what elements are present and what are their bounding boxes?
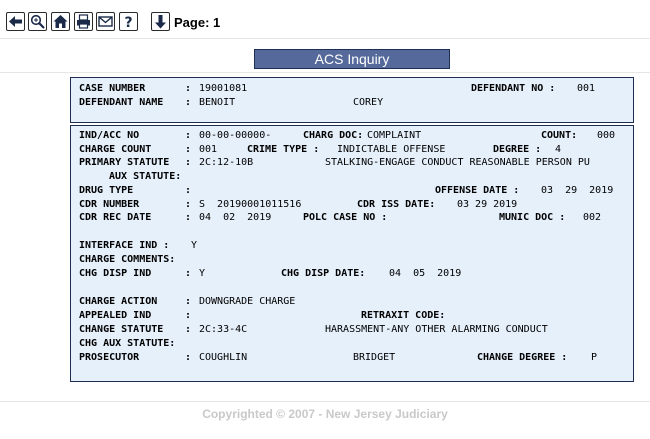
divider — [0, 401, 650, 402]
primary-statute-description: STALKING-ENGAGE CONDUCT REASONABLE PERSON PU — [325, 157, 590, 168]
email-button[interactable] — [96, 12, 115, 31]
arrow-left-icon — [7, 13, 24, 30]
envelope-icon — [97, 13, 114, 30]
charge-action-label: CHARGE ACTION — [79, 296, 158, 307]
chg-disp-ind-value: Y — [199, 268, 206, 279]
colon: : — [185, 199, 192, 210]
page-label: Page: 1 — [174, 15, 221, 30]
copyright-footer: Copyrighted © 2007 - New Jersey Judiciary — [202, 407, 448, 421]
count-label: COUNT: — [541, 130, 578, 141]
colon: : — [185, 144, 192, 155]
magnifier-icon — [29, 13, 46, 30]
home-icon — [52, 13, 69, 30]
munic-doc-value: 002 — [583, 212, 602, 223]
download-button[interactable] — [151, 12, 170, 31]
charge-count-value: 001 — [199, 144, 218, 155]
case-header-panel — [70, 77, 634, 123]
home-button[interactable] — [51, 12, 70, 31]
aux-statute-label: AUX STATUTE: — [109, 171, 182, 182]
colon: : — [185, 296, 192, 307]
defendant-name-label: DEFENDANT NAME — [79, 97, 164, 108]
colon: : — [185, 324, 192, 335]
colon: : — [185, 352, 192, 363]
cdr-rec-date-value: 04 02 2019 — [199, 212, 272, 223]
change-statute-description: HARASSMENT-ANY OTHER ALARMING CONDUCT — [325, 324, 548, 335]
ind-acc-no-value: 00-00-00000- — [199, 130, 272, 141]
cdr-rec-date-label: CDR REC DATE — [79, 212, 152, 223]
colon: : — [185, 157, 192, 168]
arrow-down-icon — [152, 13, 169, 30]
defendant-last-name: BENOIT — [199, 97, 236, 108]
munic-doc-label: MUNIC DOC : — [499, 212, 566, 223]
charge-count-label: CHARGE COUNT — [79, 144, 152, 155]
defendant-no-value: 001 — [577, 83, 596, 94]
search-button[interactable] — [28, 12, 47, 31]
chg-aux-statute-label: CHG AUX STATUTE: — [79, 338, 176, 349]
divider — [0, 72, 650, 73]
colon: : — [185, 212, 192, 223]
colon: : — [185, 268, 192, 279]
charge-comments-label: CHARGE COMMENTS: — [79, 254, 176, 265]
page-title: ACS Inquiry — [254, 49, 450, 69]
help-button[interactable] — [119, 12, 138, 31]
primary-statute-label: PRIMARY STATUTE — [79, 157, 170, 168]
printer-icon — [75, 13, 92, 30]
colon: : — [185, 185, 192, 196]
crime-type-value: INDICTABLE OFFENSE — [337, 144, 446, 155]
colon: : — [185, 130, 192, 141]
cdr-iss-date-value: 03 29 2019 — [457, 199, 518, 210]
divider — [0, 38, 650, 39]
defendant-no-label: DEFENDANT NO : — [471, 83, 556, 94]
prosecutor-last-name: COUGHLIN — [199, 352, 248, 363]
question-icon — [120, 13, 137, 30]
cdr-number-value: S 20190001011516 — [199, 199, 302, 210]
back-button[interactable] — [6, 12, 25, 31]
svg-text:?: ? — [124, 15, 133, 30]
cdr-number-label: CDR NUMBER — [79, 199, 140, 210]
chg-disp-ind-label: CHG DISP IND — [79, 268, 152, 279]
charge-action-value: DOWNGRADE CHARGE — [199, 296, 296, 307]
interface-ind-value: Y — [191, 240, 198, 251]
drug-type-label: DRUG TYPE — [79, 185, 134, 196]
prosecutor-label: PROSECUTOR — [79, 352, 140, 363]
change-statute-value: 2C:33-4C — [199, 324, 248, 335]
change-degree-label: CHANGE DEGREE : — [477, 352, 568, 363]
interface-ind-label: INTERFACE IND : — [79, 240, 170, 251]
offense-date-value: 03 29 2019 — [541, 185, 614, 196]
prosecutor-first-name: BRIDGET — [353, 352, 396, 363]
ind-acc-no-label: IND/ACC NO — [79, 130, 140, 141]
polc-case-no-label: POLC CASE NO : — [303, 212, 388, 223]
colon: : — [185, 83, 192, 94]
charge-details-panel — [70, 125, 634, 382]
chg-disp-date-value: 04 05 2019 — [389, 268, 462, 279]
colon: : — [185, 97, 192, 108]
degree-label: DEGREE : — [493, 144, 542, 155]
change-degree-value: P — [591, 352, 598, 363]
charg-doc-value: COMPLAINT — [367, 130, 422, 141]
count-value: 000 — [597, 130, 616, 141]
appealed-ind-label: APPEALED IND — [79, 310, 152, 321]
chg-disp-date-label: CHG DISP DATE: — [281, 268, 366, 279]
offense-date-label: OFFENSE DATE : — [435, 185, 520, 196]
cdr-iss-date-label: CDR ISS DATE: — [357, 199, 436, 210]
colon: : — [185, 310, 192, 321]
case-number-label: CASE NUMBER — [79, 83, 146, 94]
change-statute-label: CHANGE STATUTE — [79, 324, 164, 335]
degree-value: 4 — [555, 144, 562, 155]
case-number-value: 19001081 — [199, 83, 248, 94]
crime-type-label: CRIME TYPE : — [247, 144, 320, 155]
charg-doc-label: CHARG DOC: — [303, 130, 364, 141]
defendant-first-name: COREY — [353, 97, 384, 108]
primary-statute-value: 2C:12-10B — [199, 157, 254, 168]
retraxit-code-label: RETRAXIT CODE: — [361, 310, 446, 321]
print-button[interactable] — [74, 12, 93, 31]
